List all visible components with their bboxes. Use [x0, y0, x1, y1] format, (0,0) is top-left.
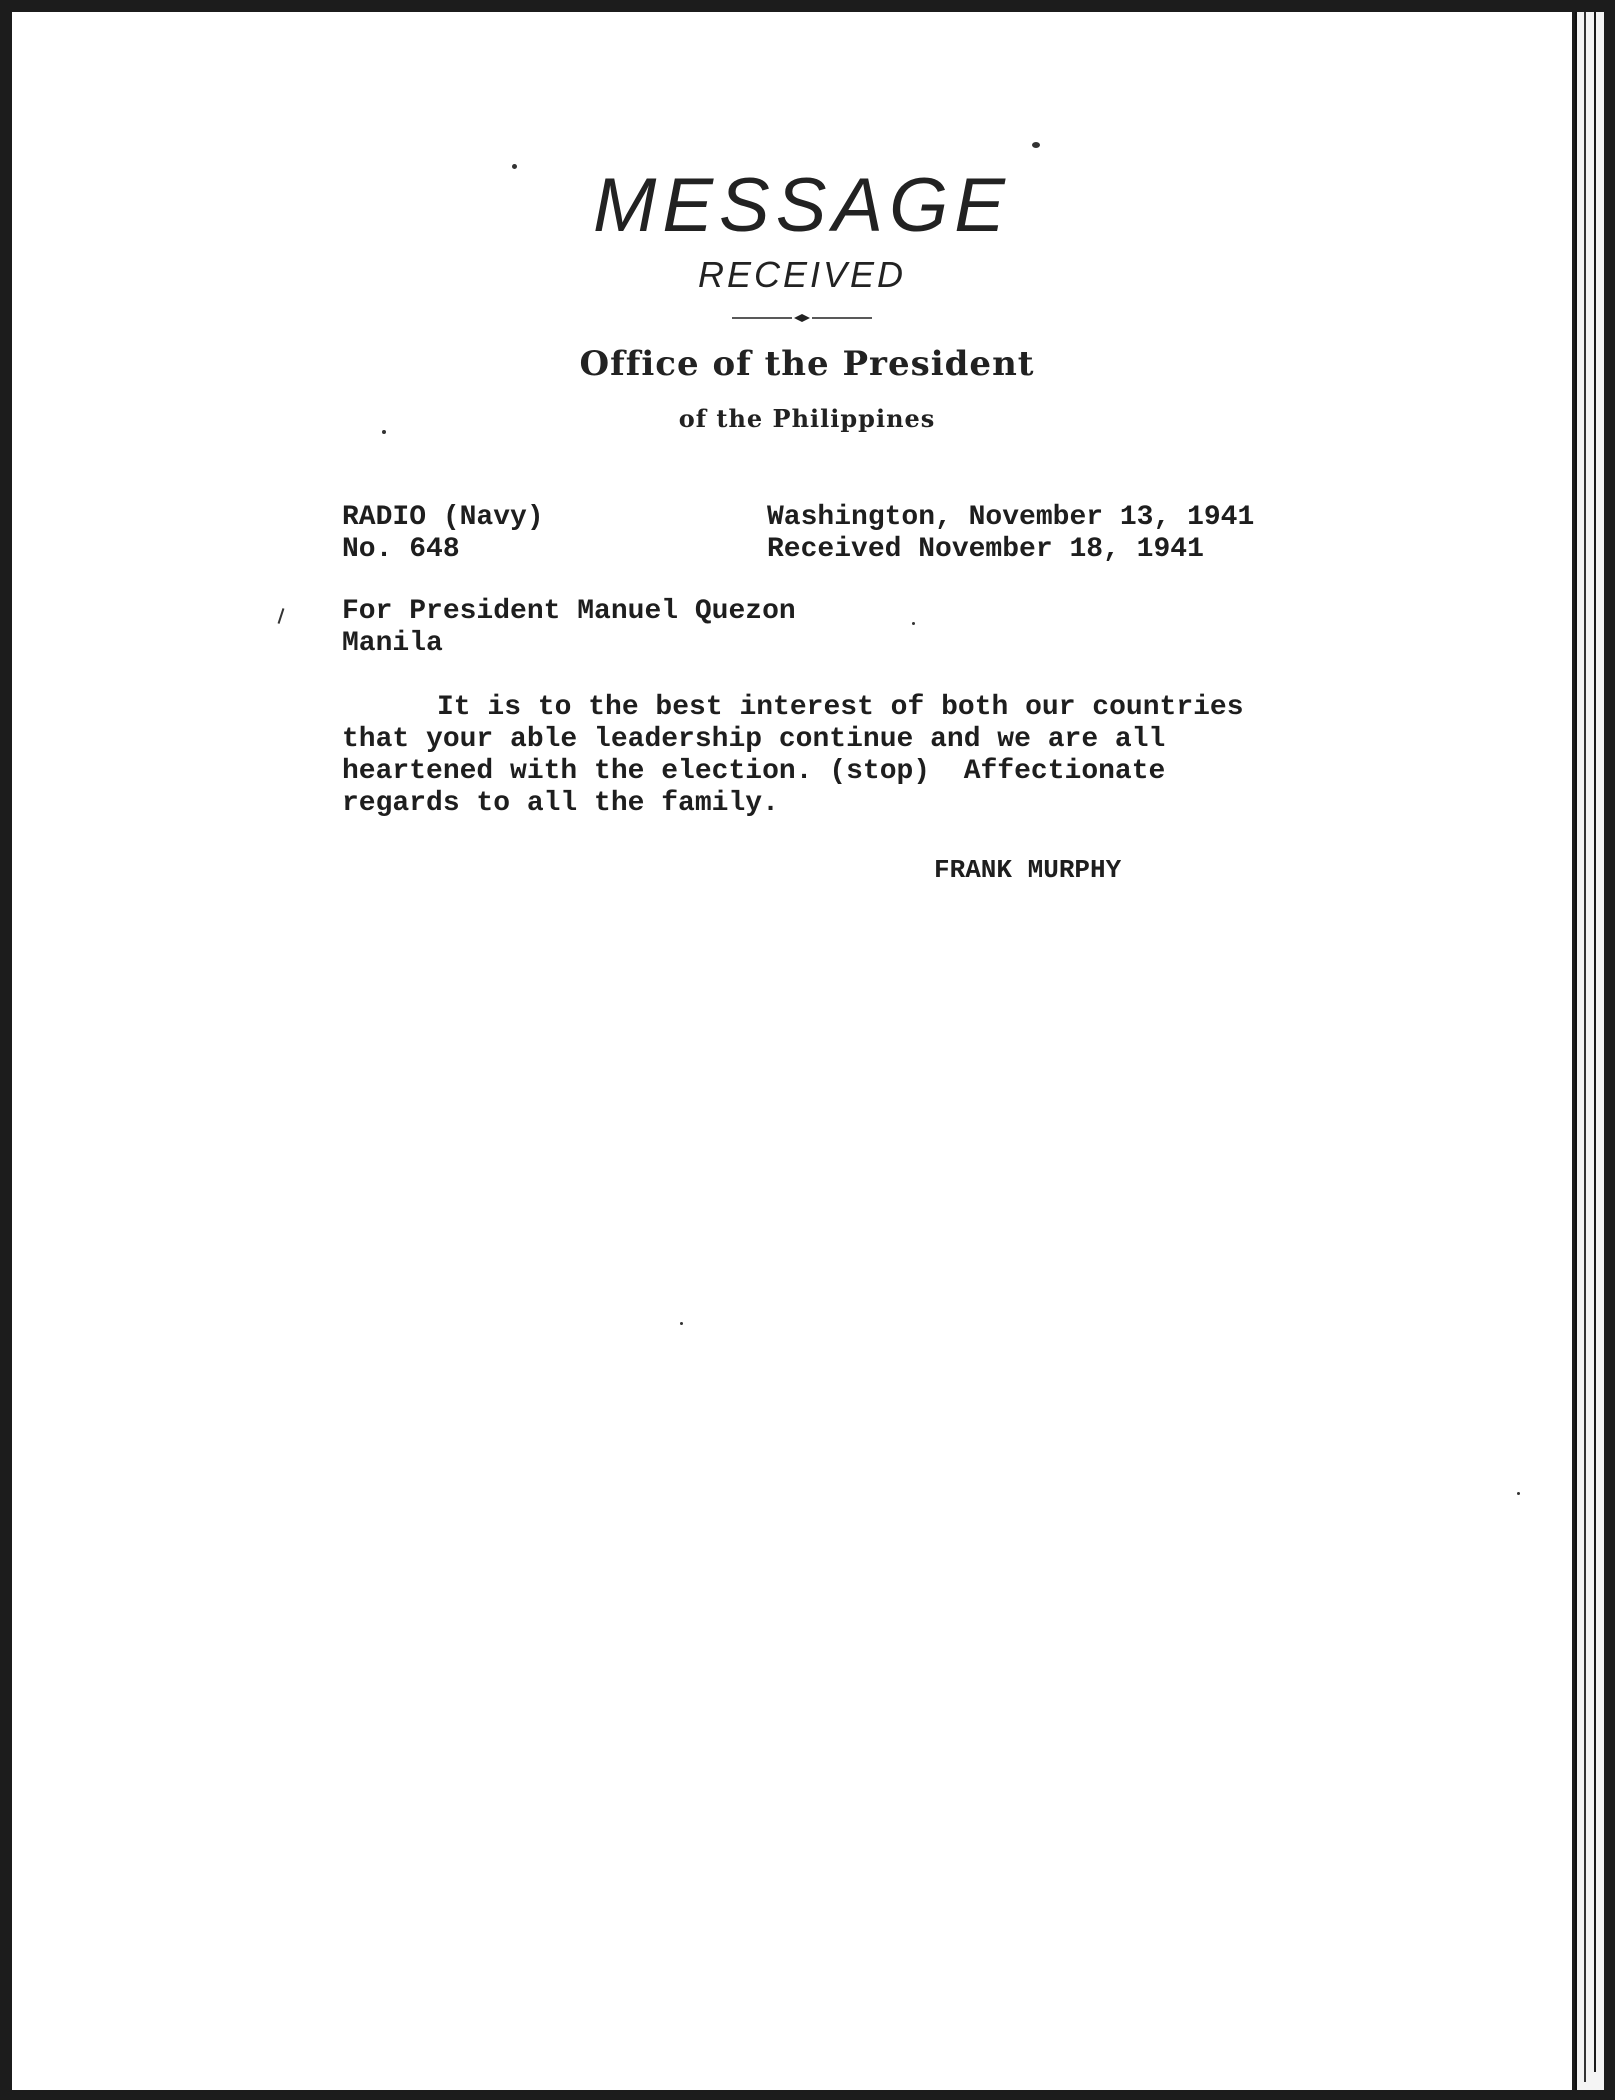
radio-label: RADIO (Navy): [342, 502, 544, 533]
page-edge-line: [1594, 12, 1596, 2072]
addressee-city: Manila: [342, 628, 443, 659]
received-date: Received November 18, 1941: [767, 534, 1204, 565]
letterhead-office: Office of the President: [579, 344, 1035, 384]
divider-ornament-icon: [732, 312, 872, 324]
page-stack-edge: [1576, 12, 1604, 2090]
message-number: No. 648: [342, 534, 460, 565]
body-line: It is to the best interest of both our countries: [437, 692, 1244, 723]
letterhead-subtitle: RECEIVED: [697, 254, 907, 295]
body-line: regards to all the family.: [342, 788, 779, 819]
addressee: For President Manuel Quezon: [342, 596, 796, 627]
body-line: heartened with the election. (stop) Affectionate: [342, 756, 1166, 787]
page-edge-line: [1575, 12, 1577, 2090]
margin-mark: [278, 608, 285, 624]
body-line: that your able leadership continue and we are all: [342, 724, 1166, 755]
letterhead-title: MESSAGE: [593, 163, 1011, 248]
sent-date: Washington, November 13, 1941: [767, 502, 1255, 533]
page-edge-line: [1584, 12, 1586, 2082]
letterhead-country: of the Philippines: [678, 404, 936, 433]
signature: FRANK MURPHY: [934, 855, 1122, 885]
document-page: [12, 12, 1572, 2090]
